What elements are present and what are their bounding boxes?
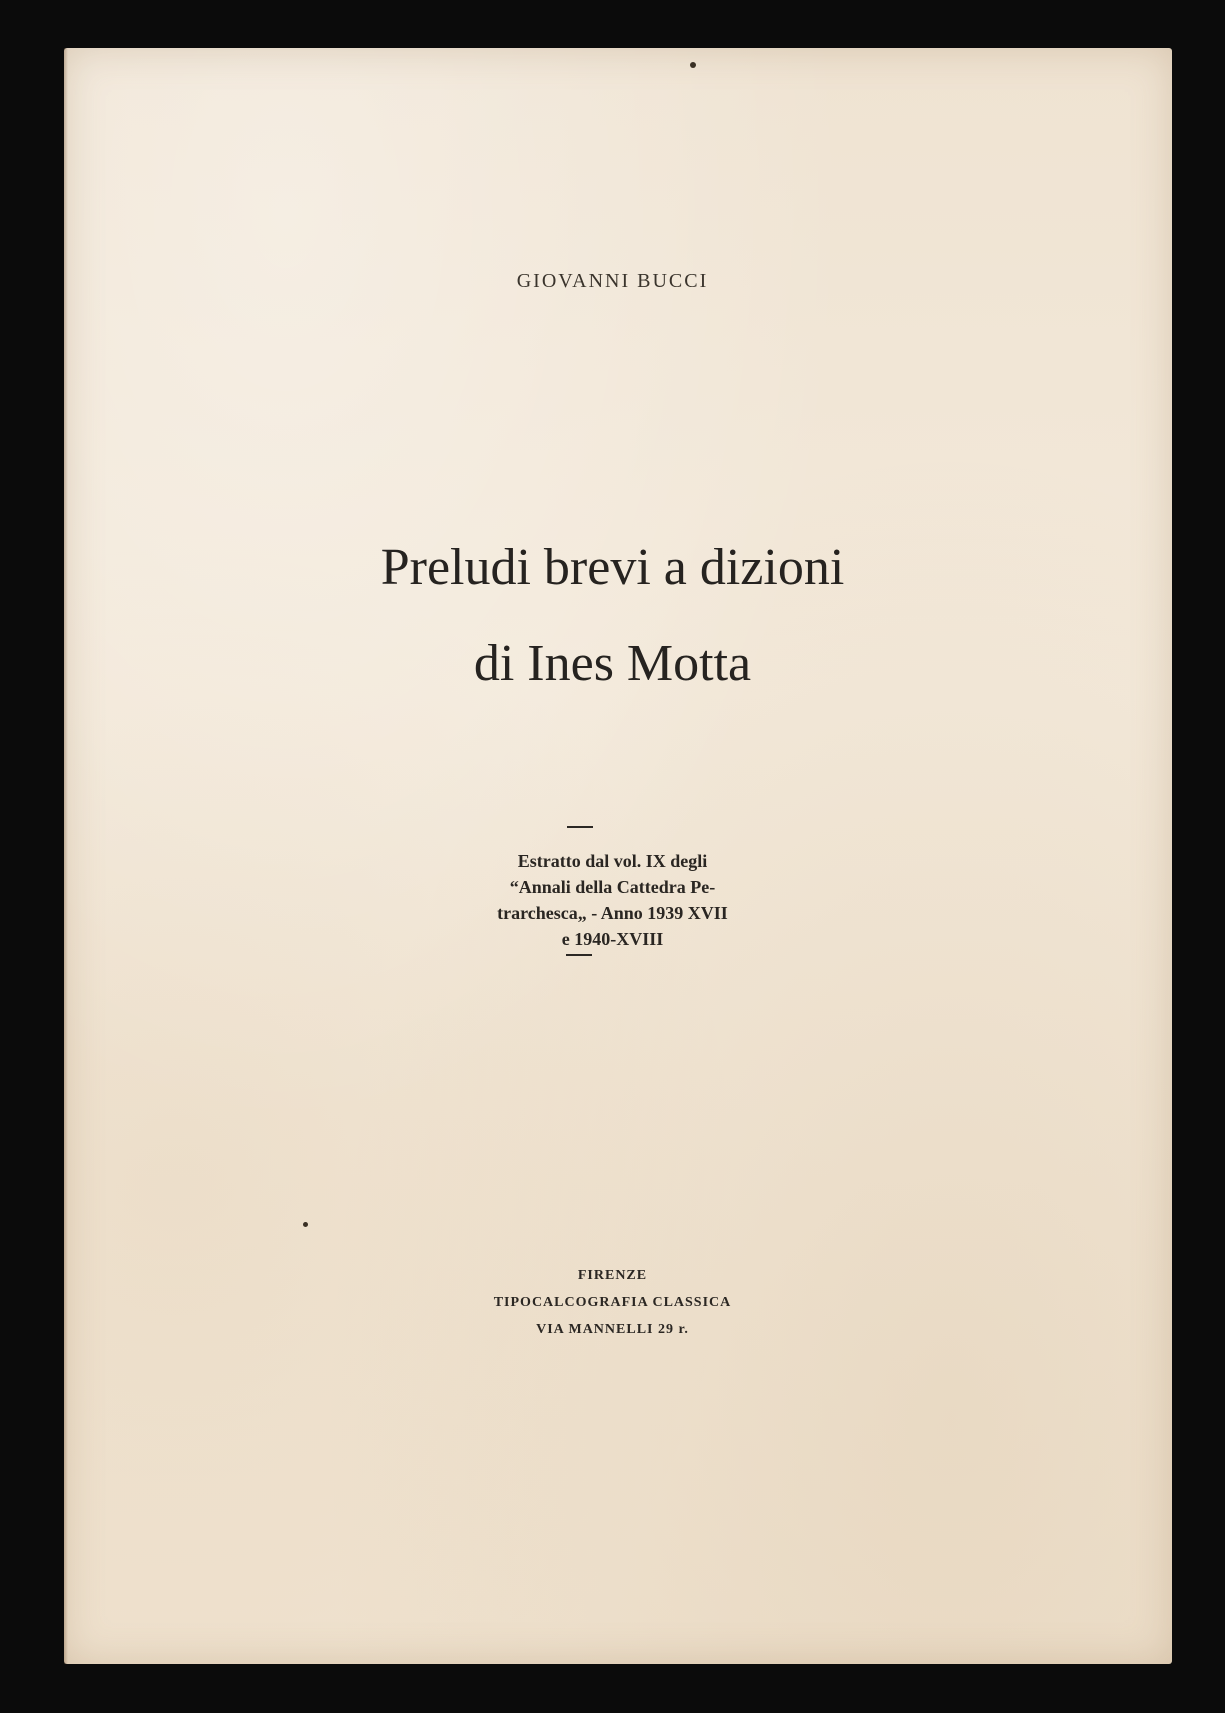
excerpt-line-4: e 1940-XVIII xyxy=(561,929,664,949)
paper-speck xyxy=(690,62,696,68)
divider-top xyxy=(567,826,593,828)
imprint-publisher: TIPOCALCOGRAFIA CLASSICA xyxy=(493,1295,732,1310)
author-name: GIOVANNI BUCCI xyxy=(516,270,709,292)
imprint-address: VIA MANNELLI 29 r. xyxy=(536,1322,689,1337)
title-line-2: di Ines Motta xyxy=(473,635,752,692)
excerpt-line-1: Estratto dal vol. IX degli xyxy=(517,851,708,871)
document-title xyxy=(0,520,1225,712)
publisher-imprint xyxy=(0,1262,1225,1343)
title-line-1: Preludi brevi a dizioni xyxy=(380,539,845,596)
imprint-city: FIRENZE xyxy=(577,1268,648,1283)
excerpt-line-2: “Annali della Cattedra Pe- xyxy=(509,877,716,897)
excerpt-note xyxy=(0,848,1225,952)
excerpt-line-3: trarchesca„ - Anno 1939 XVII xyxy=(497,903,728,923)
divider-bottom xyxy=(566,954,592,956)
paper-speck xyxy=(303,1222,308,1227)
